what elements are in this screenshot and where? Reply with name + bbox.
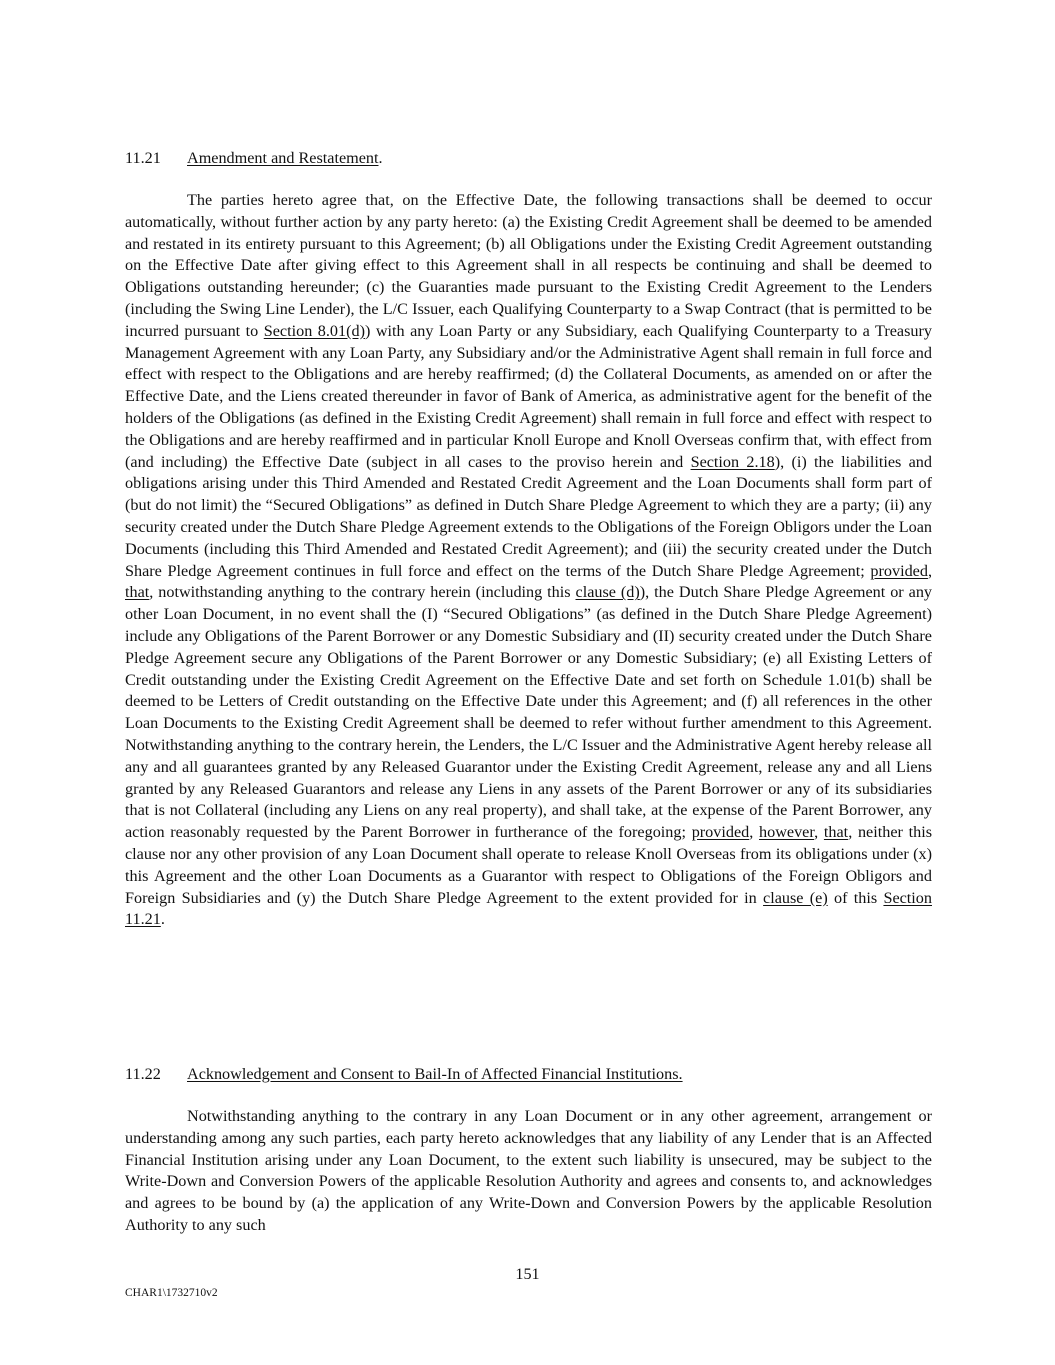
text-run: The parties hereto agree that, on the Effective Date, the following transactions shall be deemed to occur automatically, without further action by any party hereto: (a) the Existing Credit Agreement shall be deemed to be amended and restated in its entirety pursuant to this Agreement; (b) all Obligations under the Existing Credit Agreement outstanding on the Effective Date after giving effect to this Agreement shall in all respects be continuing and shall be deemed to Obligations outstanding hereunder; (c) the Guaranties made pursuant to the Existing Credit Agreement to the Lenders (including the Swing Line Lender), the L/C Issuer, each Qualifying Counterparty to a Swap Contract (that is permitted to be incurred pursuant to <box>125 191 932 340</box>
text-run: ) with any Loan Party or any Subsidiary, each Qualifying Counterparty to a Treasury Management Agreement with any Loan Party, any Subsidiary and/or the Administrative Agent shall remain in full force and effect with respect to the Obligations and are hereby reaffirmed; (d) the Collateral Documents, as amended on or after the Effective Date, and the Liens created thereunder in favor of Bank of America, as administrative agent for the benefit of the holders of the Obligations (as defined in the Existing Credit Agreement) shall remain in full force and effect with respect to the Obligations and are hereby reaffirmed and in particular Knoll Europe and Knoll Overseas confirm that, with effect from (and including) the Effective Date (subject in all cases to the proviso herein and <box>125 321 932 471</box>
proviso-term: however <box>759 823 815 842</box>
section-reference: Section 2.18 <box>690 452 775 471</box>
section-reference: Section 8.01(d) <box>263 321 365 340</box>
section-title: Acknowledgement and Consent to Bail-In of Affected Financial Institutions. <box>187 1065 683 1083</box>
section-heading-11-22 <box>125 1063 683 1085</box>
section-number: 11.22 <box>125 1065 161 1083</box>
clause-reference: clause (e) <box>763 888 828 907</box>
proviso-term: that <box>823 823 849 842</box>
text-run: , notwithstanding anything to the contrary herein (including this <box>149 583 576 602</box>
text-run: , <box>927 561 932 580</box>
text-run: of this <box>827 888 884 907</box>
proviso-term: provided <box>691 823 750 842</box>
text-run: , neither this clause nor any other provision of any Loan Document shall operate to release Knoll Overseas from its obligations under (x) this Agreement and the other Loan Documents as a Guarantor with respect to Obligations of the Foreign Obligors and Foreign Subsidiaries and (y) the Dutch Share Pledge Agreement to the extent provided for in <box>125 823 933 907</box>
document-id: CHAR1\1732710v2 <box>125 1287 218 1299</box>
section-number: 11.21 <box>125 149 161 167</box>
text-run: ), (i) the liabilities and obligations arising under this Third Amended and Restated Credit Agreement and the Loan Documents shall form part of (but do not limit) the “Secured Obligations” as defined in Dutch Share Pledge Agreement to which they are a party; (ii) any security created under the Dutch Share Pledge Agreement extends to the Obligations of the Foreign Obligors under the Loan Documents (including this Third Amended and Restated Credit Agreement); and (iii) the security created under the Dutch Share Pledge Agreement continues in full force and effect on the terms of the Dutch Share Pledge Agreement; <box>125 452 932 580</box>
proviso-term: provided <box>870 561 928 580</box>
text-run: ), the Dutch Share Pledge Agreement or any other Loan Document, in no event shall the (I) “Secured Obligations” (as defined in the Dutch Share Pledge Agreement) include any Obligations of the Parent Borrower or any Domestic Subsidiary and (II) security created under the Dutch Share Pledge Agreement secure any Obligations of the Parent Borrower or any Domestic Subsidiary; (e) all Existing Letters of Credit outstanding under the Existing Credit Agreement on the Effective Date and set forth on Schedule 1.01(b) shall be deemed to be Letters of Credit outstanding on the Effective Date under this Agreement; and (f) all references in the other Loan Documents to the Existing Credit Agreement shall be deemed to refer without further amendment to this Agreement. Notwithstanding anything to the contrary herein, the Lenders, the L/C Issuer and the Administrative Agent hereby release all any and all guarantees granted by any Released Guarantor under the Existing Credit Agreement, release any and all Liens granted by any Released Guarantors and release any Liens in any assets of the Parent Borrower or any of its subsidiaries that is not Collateral (including any Liens on any real property), and shall take, at the expense of the Parent Borrower, any action reasonably requested by the Parent Borrower in furtherance of the foregoing; <box>125 583 933 842</box>
text-run: . <box>160 910 165 929</box>
section-heading-11-21 <box>125 147 383 169</box>
text-run: , <box>749 823 760 842</box>
paragraph: Notwithstanding anything to the contrary in any Loan Document or in any other agreement, arrangement or understanding among any such parties, each party hereto acknowledges that any liability of any Lender that is an Affected Financial Institution arising under any Loan Document, to the extent such liability is unsecured, may be subject to the Write-Down and Conversion Powers of the applicable Resolution Authority and agrees and consents to, and acknowledges and agrees to be bound by (a) the application of any Write-Down and Conversion Powers by the applicable Resolution Authority to any such <box>125 1107 932 1234</box>
section-title: Amendment and Restatement <box>187 149 379 167</box>
paragraph <box>125 190 932 931</box>
page-number: 151 <box>515 1265 540 1283</box>
section-title-period: . <box>378 149 383 167</box>
section-body-11-21 <box>125 190 932 931</box>
section-reference: Section 11.21 <box>125 888 932 929</box>
clause-reference: clause (d) <box>575 583 640 602</box>
proviso-term: that <box>125 583 150 602</box>
text-run: , <box>814 823 824 842</box>
section-body-11-22 <box>125 1106 932 1237</box>
